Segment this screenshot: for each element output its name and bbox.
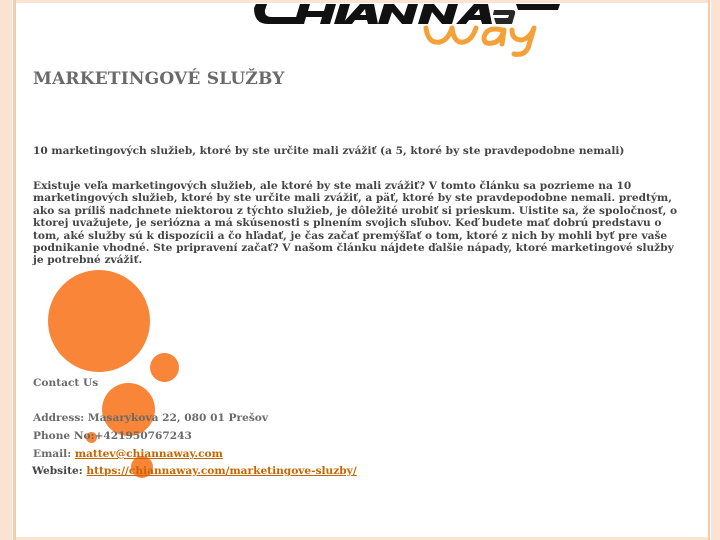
phone-value: +421950767243 bbox=[94, 430, 192, 442]
decorative-circle-large bbox=[48, 270, 150, 372]
website-link[interactable]: https://chiannaway.com/marketingove-sluzby/ bbox=[86, 465, 357, 477]
decorative-circle-small bbox=[150, 353, 179, 382]
contact-address bbox=[33, 412, 268, 424]
contact-email bbox=[33, 448, 223, 460]
body-paragraph: Existuje veľa marketingových služieb, ale ktoré by ste mali zvážiť? V tomto článku sa pozrieme na 10 marketingových služieb, ktoré by ste určite mali zvážiť, a päť, ktoré by ste pravdepodobne nemali. predtým, ako sa príliš nadchnete niektorou z týchto služieb, je dôležité urobiť si prieskum. Uistite sa, že spoločnosť, o ktorej uvažujete, je seriózna a má skúsenosti s plnením svojich sľubov. Keď budete mať dobrú predstavu o tom, aké služby sú k dispozícii a čo hľadať, je čas začať premýšľať o tom, ktoré z nich by mohli byť pre vaše podnikanie vhodné. Ste pripravení začať? V našom článku nájdete ďalšie nápady, ktoré marketingové služby je potrebné zvážiť. bbox=[33, 180, 678, 267]
contact-heading: Contact Us bbox=[33, 377, 99, 389]
decorative-circle-medium bbox=[102, 383, 155, 436]
email-link[interactable]: mattev@chiannaway.com bbox=[74, 448, 223, 460]
slide-border-right bbox=[708, 0, 720, 540]
website-label: Website: bbox=[32, 465, 83, 477]
contact-phone bbox=[33, 430, 192, 442]
page-subtitle: 10 marketingových služieb, ktoré by ste určite mali zvážiť (a 5, ktoré by ste pravdepodobne nemali) bbox=[33, 145, 625, 157]
address-value: Masarykova 22, 080 01 Prešov bbox=[87, 412, 268, 424]
page-title: MARKETINGOVÉ SLUŽBY bbox=[33, 69, 285, 89]
phone-label: Phone No: bbox=[33, 430, 95, 442]
slide-border-left bbox=[0, 0, 16, 540]
chianna-way-logo bbox=[250, 0, 568, 60]
contact-website bbox=[32, 465, 357, 477]
address-label: Address: bbox=[33, 412, 85, 424]
email-label: Email: bbox=[33, 448, 72, 460]
